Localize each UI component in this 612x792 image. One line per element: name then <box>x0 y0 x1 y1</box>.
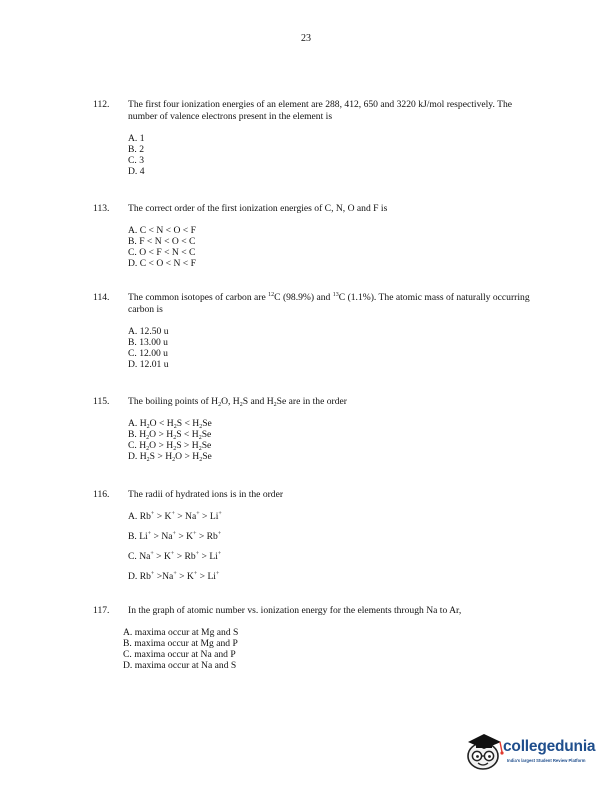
option: B. 13.00 u <box>128 337 168 348</box>
option: D. $H_2S > H_2O > H_2Se$ <box>128 451 212 463</box>
option: B. maxima occur at Mg and P <box>123 638 238 649</box>
option: A. 12.50 u <box>128 326 169 337</box>
option: D. Rb+ >Na+ > K+ > Li+ <box>128 571 220 582</box>
question-text: The boiling points of $H_2O$, $H_2S$ and $H_2Se$ are in the order <box>128 396 347 408</box>
options-list <box>123 627 533 671</box>
options-list <box>128 133 533 177</box>
option: D. 12.01 u <box>128 359 169 370</box>
question-116 <box>93 489 533 587</box>
question-113 <box>93 203 533 269</box>
page-number: 23 <box>301 33 311 44</box>
question-number: 113. <box>93 203 110 214</box>
option: B. F < N < O < C <box>128 236 196 247</box>
option: C. maxima occur at Na and P <box>123 649 236 660</box>
question-112 <box>93 99 533 177</box>
option: B. Li+ > Na+ > K+ > Rb+ <box>128 531 222 542</box>
option: D. C < O < N < F <box>128 258 196 269</box>
options-list <box>128 507 533 587</box>
question-number: 112. <box>93 99 110 110</box>
option: A. $H_2O < H_2S < H_2Se$ <box>128 418 212 430</box>
options-list <box>128 326 533 370</box>
options-list <box>128 418 533 462</box>
question-text: The correct order of the first ionization energies of C, N, O and F is <box>128 203 388 214</box>
question-text: The common isotopes of carbon are $^{12}$C (98.9%) and $^{13}$C (1.1%). The atomic mass of naturally occurring carbon is <box>128 292 530 315</box>
option: B. $H_2O > H_2S < H_2Se$ <box>128 429 212 441</box>
collegedunia-logo[interactable] <box>463 726 608 776</box>
question-115 <box>93 396 533 462</box>
question-text: The radii of hydrated ions is in the order <box>128 489 284 500</box>
option: C. O < F < N < C <box>128 247 196 258</box>
options-list <box>128 225 533 269</box>
option: B. 2 <box>128 144 144 155</box>
option: A. C < N < O < F <box>128 225 196 236</box>
logo-tagline: India's largest Student Review Platform <box>507 758 586 763</box>
logo-brand-name: collegedunia <box>503 738 596 755</box>
option: A. Rb+ > K+ > Na+ > Li+ <box>128 511 222 522</box>
option: C. 3 <box>128 155 144 166</box>
question-text: In the graph of atomic number vs. ionization energy for the elements through Na to Ar, <box>128 605 462 616</box>
option: C. 12.00 u <box>128 348 168 359</box>
graduate-mascot-icon <box>463 726 505 776</box>
option: A. maxima occur at Mg and S <box>123 627 239 638</box>
question-number: 115. <box>93 396 110 407</box>
question-117 <box>93 605 533 671</box>
option: D. maxima occur at Na and S <box>123 660 237 671</box>
option: A. 1 <box>128 133 145 144</box>
option: C. $H_2O > H_2S > H_2Se$ <box>128 440 212 452</box>
question-114 <box>93 292 533 370</box>
option: C. Na+ > K+ > Rb+ > Li+ <box>128 551 222 562</box>
question-number: 117. <box>93 605 110 616</box>
question-number: 114. <box>93 292 110 303</box>
option: D. 4 <box>128 166 145 177</box>
question-number: 116. <box>93 489 110 500</box>
question-text: The first four ionization energies of an element are 288, 412, 650 and 3220 kJ/mol respectively. The number of valence electrons present in the element is <box>128 99 512 122</box>
